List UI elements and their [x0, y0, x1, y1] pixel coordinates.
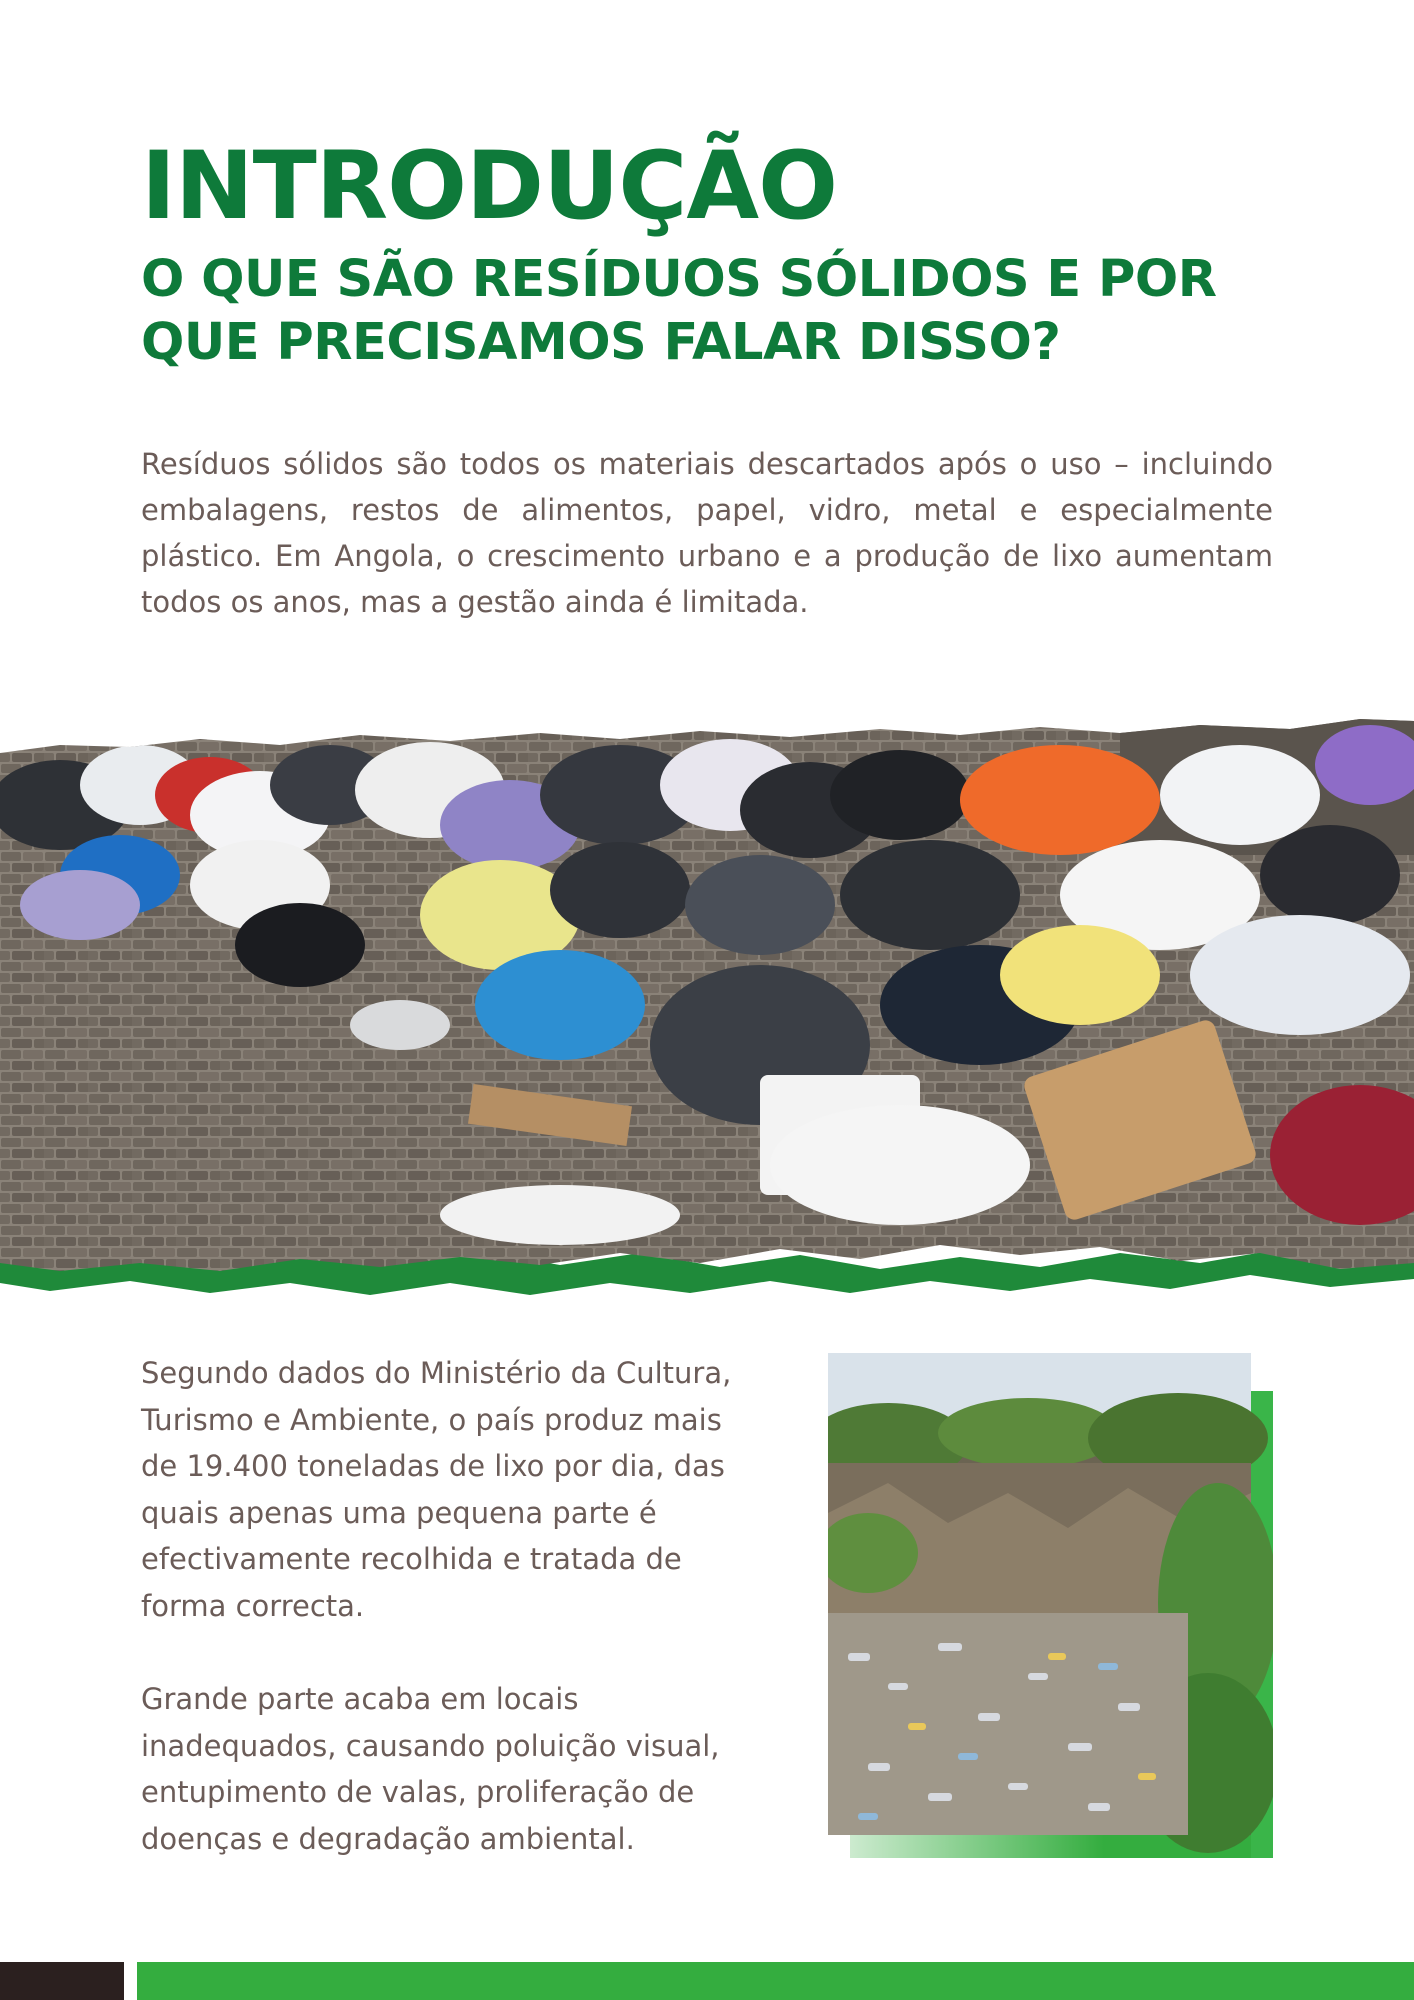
intro-paragraph: Resíduos sólidos são todos os materiais descartados após o uso – incluindo embalagens, restos de alimentos, papel, vidro, metal e especialmente plástico. Em Angola, o crescimento urbano e a produção de lixo aumentam todos os anos, mas a gestão ainda é limitada.: [141, 447, 1273, 619]
page-subtitle: O QUE SÃO RESÍDUOS SÓLIDOS E POR QUE PRECISAMOS FALAR DISSO?: [141, 250, 1217, 372]
footer-bar-green: [137, 1962, 1414, 2000]
page-title: INTRODUÇÃO: [141, 132, 838, 241]
mangrove-litter-photo: [828, 1353, 1273, 1858]
garbage-pile-photo: [0, 675, 1414, 1295]
footer-bar-dark: [0, 1962, 124, 2000]
body-paragraph-1: Segundo dados do Ministério da Cultura, Turismo e Ambiente, o país produz mais de 19.400 toneladas de lixo por dia, das quais apenas uma pequena parte é efectivamente recolhida e tratada de forma correcta.: [141, 1356, 732, 1623]
body-paragraph-2: Grande parte acaba em locais inadequados, causando poluição visual, entupimento de valas, proliferação de doenças e degradação ambiental.: [141, 1682, 720, 1856]
